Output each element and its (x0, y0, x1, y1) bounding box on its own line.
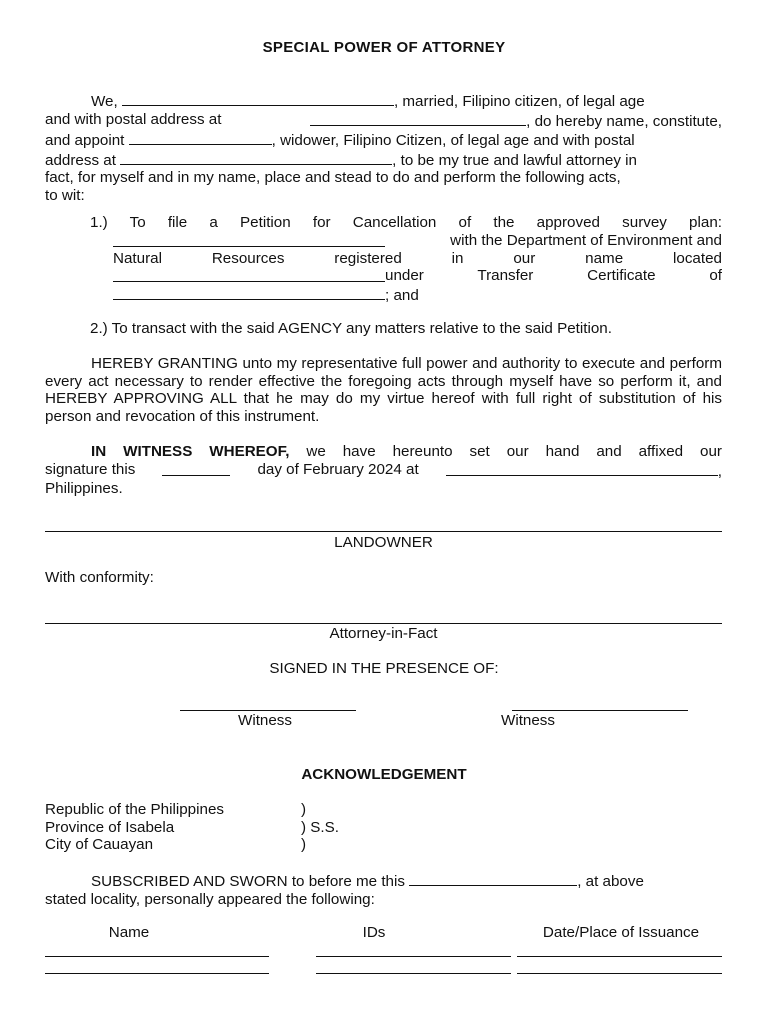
witness-paragraph: IN WITNESS WHEREOF, we have hereunto set our hand and affixed our signature this day of February 2024 at , Philippines. (45, 443, 722, 498)
conformity-label: With conformity: (45, 569, 154, 586)
grantor-name-blank[interactable] (122, 91, 394, 106)
item-1-body: with the Department of Environment and Natural Resources registered in our name located under Transfer Certificate of ; and (113, 232, 722, 304)
column-header-ids: IDs (362, 924, 386, 941)
subscribed-paragraph: SUBSCRIBED AND SWORN to before me this , at above stated locality, personally appeared the following: (45, 873, 644, 908)
attorney-name-blank[interactable] (129, 130, 272, 145)
intro-paragraph: We, , married, Filipino citizen, of legal age and with postal address at , do hereby name, constitute, and appoint , widower, Filipino Citizen, of legal age and with postal address at , to be my true and lawful attorney in fact, for myself and in my name, place and stead to do and perform the following acts, to wit: (45, 93, 722, 204)
location-blank[interactable] (113, 267, 385, 282)
attorney-signature-line[interactable] (45, 623, 722, 624)
place-blank[interactable] (446, 461, 718, 476)
attorney-label: Attorney-in-Fact (329, 625, 438, 642)
column-header-date-place: Date/Place of Issuance (542, 924, 700, 941)
grantor-address-blank[interactable] (310, 111, 526, 126)
tct-blank[interactable] (113, 285, 385, 300)
attorney-address-blank[interactable] (120, 150, 392, 165)
item-2: 2.) To transact with the said AGENCY any matters relative to the said Petition. (90, 320, 612, 337)
landowner-signature-line[interactable] (45, 531, 722, 532)
landowner-label: LANDOWNER (334, 534, 433, 551)
signed-presence-heading: SIGNED IN THE PRESENCE OF: (269, 660, 499, 677)
table-row-ids-blank[interactable] (316, 956, 511, 957)
acknowledgement-title: ACKNOWLEDGEMENT (301, 766, 467, 783)
witness-2-signature-line[interactable] (512, 710, 688, 711)
granting-paragraph: HEREBY GRANTING unto my representative full power and authority to execute and perform every act necessary to render effective the foregoing acts through myself have so perform it, and HEREBY APPROVING ALL that he may do my virtue hereof with full right of substitution of his person and revocation of this instrument. (45, 355, 722, 425)
witness-1-signature-line[interactable] (180, 710, 356, 711)
document-title: SPECIAL POWER OF ATTORNEY (262, 39, 506, 56)
table-row-date-blank[interactable] (517, 973, 722, 974)
table-row-name-blank[interactable] (45, 973, 269, 974)
day-blank[interactable] (162, 461, 230, 476)
sworn-date-blank[interactable] (409, 871, 577, 886)
table-row-date-blank[interactable] (517, 956, 722, 957)
witness-2-label: Witness (500, 712, 555, 729)
survey-plan-blank[interactable] (113, 232, 385, 247)
item-1-heading: 1.) To file a Petition for Cancellation of the approved survey plan: (90, 214, 722, 231)
column-header-name: Name (108, 924, 150, 941)
venue-block: Republic of the Philippines ) Province of Isabela ) S.S. City of Cauayan ) (45, 801, 339, 854)
table-row-ids-blank[interactable] (316, 973, 511, 974)
table-row-name-blank[interactable] (45, 956, 269, 957)
witness-1-label: Witness (237, 712, 292, 729)
